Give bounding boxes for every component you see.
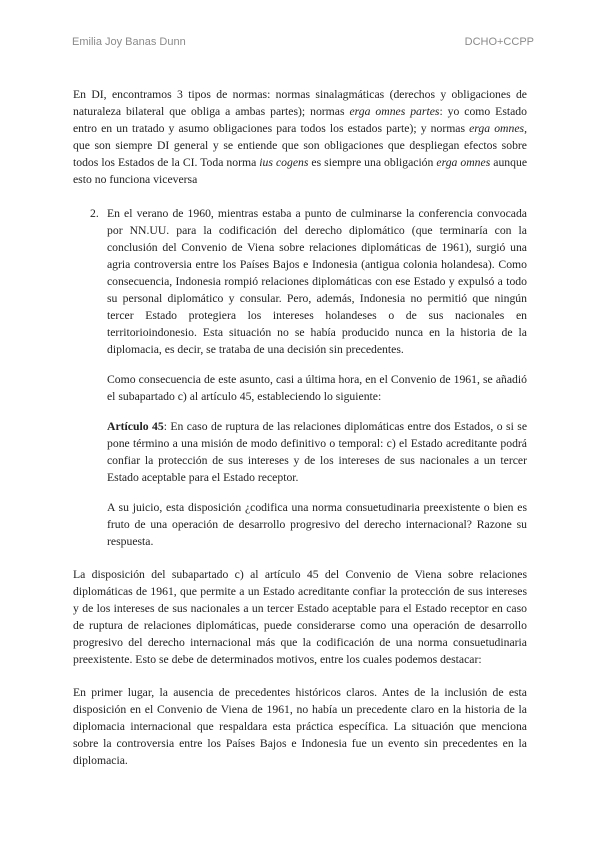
intro-text-4: es siempre una obligación	[308, 156, 437, 169]
intro-italic-4: erga omnes	[436, 156, 491, 169]
intro-italic-3: ius cogens	[259, 156, 309, 169]
article-body: : En caso de ruptura de las relaciones diplomáticas entre dos Estados, o si se pone término a una misión de modo definitivo o temporal: c) el Estado acreditante podrá confiar la protección de sus intereses y de los intereses de sus nacionales a un tercer Estado aceptable para el Estado receptor.	[107, 420, 528, 484]
consequence-paragraph	[89, 371, 527, 405]
article-label: Artículo 45	[107, 420, 164, 433]
page-header	[72, 36, 534, 48]
intro-italic-1: erga omnes partes	[349, 105, 440, 118]
header-author: Emilia Joy Banas Dunn	[72, 36, 186, 48]
question-paragraph	[89, 499, 527, 550]
header-course: DCHO+CCPP	[464, 36, 534, 48]
article-paragraph	[89, 418, 527, 486]
intro-text-5: aunque esto no funciona viceversa	[73, 156, 528, 186]
intro-paragraph	[73, 86, 527, 188]
consequence-text: Como consecuencia de este asunto, casi a última hora, en el Convenio de 1961, se añadió el subapartado c) al artículo 45, estableciendo lo siguiente:	[107, 373, 527, 403]
answer-paragraph-2: En primer lugar, la ausencia de precedentes históricos claros. Antes de la inclusión de esta disposición en el Convenio de Viena de 1961, no había un precedente claro en la historia de la diplomacia internacional que respaldara esta práctica específica. La situación que menciona sobre la controversia entre los Países Bajos e Indonesia fue un evento sin precedentes en la diplomacia.	[73, 686, 527, 767]
answer-paragraph-1: La disposición del subapartado c) al artículo 45 del Convenio de Viena sobre relaciones diplomáticas de 1961, que permite a un Estado acreditante confiar la protección de sus intereses y de los intereses de sus nacionales a un tercer Estado aceptable para el Estado receptor en caso de ruptura de relaciones diplomáticas, puede considerarse como una operación de desarrollo progresivo del derecho internacional más que la codificación de una norma consuetudinaria preexistente. Esto se debe de determinados motivos, entre los cuales podemos destacar:	[73, 568, 527, 666]
intro-text-1: En DI, encontramos 3 tipos de normas: normas sinalagmáticas (derechos y obligaciones de naturaleza bilateral que obliga a ambas partes); normas	[73, 88, 527, 118]
list-item	[89, 205, 527, 358]
list-item-text: En el verano de 1960, mientras estaba a punto de culminarse la conferencia convocada por NN.UU. para la codificación del derecho diplomático (que terminaría con la conclusión del Convenio de Viena sobre relaciones diplomáticas de 1961), surgió una agria controversia entre los Países Bajos e Indonesia (antigua colonia holandesa). Como consecuencia, Indonesia rompió relaciones diplomáticas con ese Estado y expulsó a todo su personal diplomático y consular. Pero, además, Indonesia no permitió que ningún tercer Estado protegiera los intereses holandeses o de sus nacionales en territorioindonesio. Esta situación no se había producido nunca en la historia de la diplomacia, es decir, se trataba de una decisión sin precedentes.	[107, 207, 527, 356]
list-number: 2.	[90, 207, 99, 220]
intro-text-3: , que son siempre DI general y se entiende que son obligaciones que despliegan efectos sobre todos los Estados de la CI. Toda norma	[73, 122, 527, 169]
intro-text-2: : yo como Estado entro en un tratado y asumo obligaciones para todos los estados parte); y normas	[73, 105, 527, 135]
question-text: A su juicio, esta disposición ¿codifica una norma consuetudinaria preexistente o bien es fruto de una operación de desarrollo progresivo del derecho internacional? Razone su respuesta.	[107, 501, 527, 548]
numbered-list	[89, 205, 527, 358]
intro-italic-2: erga omnes	[469, 122, 525, 135]
article-text	[107, 418, 527, 486]
document-body	[73, 86, 527, 769]
